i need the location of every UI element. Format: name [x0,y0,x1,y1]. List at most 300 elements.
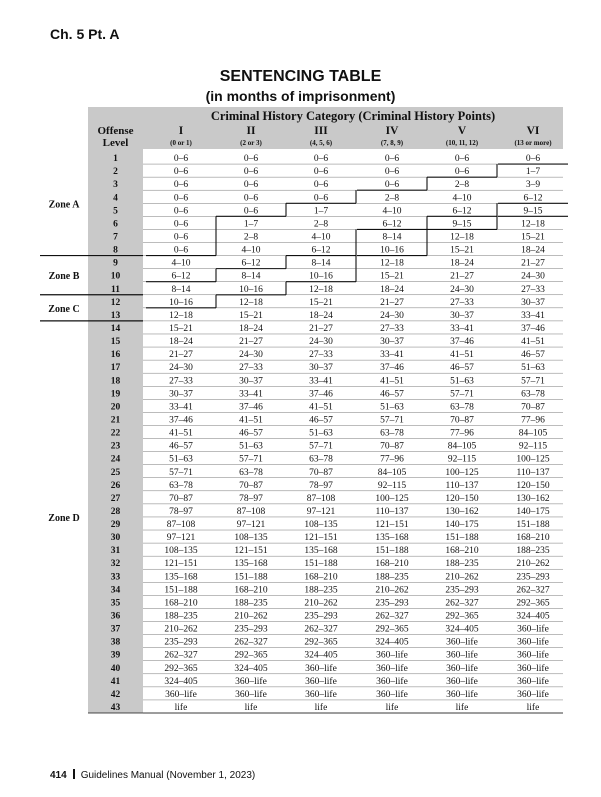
offense-level-36: 36 [110,611,121,622]
cell-37-ii: 235–293 [234,624,268,635]
column-roman-i: I [178,125,184,137]
cell-27-iii: 87–108 [306,493,336,504]
cell-39-iv: 360–life [376,650,408,661]
cell-28-i: 78–97 [169,506,193,517]
cell-29-vi: 151–188 [516,520,550,531]
cell-4-iii: 0–6 [313,193,329,204]
cell-43-v: life [455,703,469,714]
cell-17-ii: 27–33 [239,363,263,374]
offense-level-11: 11 [111,284,120,295]
cell-4-v: 4–10 [452,193,472,204]
cell-11-vi: 27–33 [521,284,545,295]
cell-9-i: 4–10 [171,258,191,269]
cell-39-v: 360–life [446,650,478,661]
cell-21-ii: 41–51 [239,415,263,426]
cell-39-ii: 292–365 [234,650,268,661]
cell-27-i: 70–87 [169,493,193,504]
cell-7-ii: 2–8 [243,232,259,243]
cell-1-v: 0–6 [454,154,470,165]
cell-25-ii: 63–78 [239,467,263,478]
cell-40-vi: 360–life [517,663,549,674]
cell-6-v: 9–15 [452,219,472,230]
offense-level-7: 7 [113,232,118,243]
cell-43-ii: life [244,703,258,714]
page-footer [50,769,255,781]
cell-1-iv: 0–6 [384,154,400,165]
cell-3-iv: 0–6 [384,180,400,191]
offense-level-41: 41 [110,676,121,687]
cell-6-iv: 6–12 [382,219,402,230]
cell-43-iii: life [314,703,328,714]
cell-43-i: life [174,703,188,714]
column-roman-ii: II [246,125,256,137]
cell-8-iv: 10–16 [380,245,404,256]
cell-39-iii: 324–405 [304,650,338,661]
cell-11-ii: 10–16 [239,284,263,295]
cell-8-ii: 4–10 [241,245,261,256]
cell-32-vi: 210–262 [516,559,550,570]
cell-39-vi: 360–life [517,650,549,661]
cell-35-vi: 292–365 [516,598,550,609]
offense-level-13: 13 [110,310,121,321]
column-roman-iii: III [314,125,328,137]
offense-level-34: 34 [110,585,121,596]
cell-17-i: 24–30 [169,363,193,374]
offense-level-1: 1 [113,154,118,165]
cell-37-vi: 360–life [517,624,549,635]
offense-level-29: 29 [110,520,121,531]
table-title: SENTENCING TABLE [219,68,382,85]
cell-21-v: 70–87 [450,415,474,426]
page-number: 414 [50,770,67,781]
cell-20-v: 63–78 [450,402,474,413]
cell-7-i: 0–6 [173,232,189,243]
offense-level-24: 24 [110,454,121,465]
cell-40-ii: 324–405 [234,663,268,674]
cell-19-vi: 63–78 [521,389,545,400]
offense-level-19: 19 [110,389,121,400]
offense-level-33: 33 [110,572,121,583]
column-points-v: (10, 11, 12) [445,139,479,147]
cell-40-i: 292–365 [164,663,198,674]
cell-20-vi: 70–87 [521,402,545,413]
offense-level-16: 16 [110,350,121,361]
cell-41-iv: 360–life [376,676,408,687]
offense-level-12: 12 [110,297,121,308]
offense-level-22: 22 [110,428,121,439]
cell-18-vi: 57–71 [521,376,545,387]
cell-11-iv: 18–24 [380,284,404,295]
column-points-iv: (7, 8, 9) [380,139,404,147]
offense-level-32: 32 [110,559,121,570]
cell-35-iii: 210–262 [304,598,338,609]
cell-31-v: 168–210 [445,546,479,557]
cell-42-vi: 360–life [517,689,549,700]
cell-3-vi: 3–9 [525,180,541,191]
cell-19-iv: 46–57 [380,389,404,400]
offense-level-14: 14 [110,323,121,334]
cell-42-v: 360–life [446,689,478,700]
cell-22-ii: 46–57 [239,428,263,439]
cell-2-iii: 0–6 [313,167,329,178]
cell-14-iv: 27–33 [380,323,404,334]
cell-1-vi: 0–6 [525,154,541,165]
cell-3-iii: 0–6 [313,180,329,191]
cell-5-i: 0–6 [173,206,189,217]
cell-3-i: 0–6 [173,180,189,191]
cell-26-i: 63–78 [169,480,193,491]
cell-17-vi: 51–63 [521,363,545,374]
cell-38-v: 360–life [446,637,478,648]
cell-31-vi: 188–235 [516,546,550,557]
cell-16-iii: 27–33 [309,350,333,361]
cell-29-i: 87–108 [166,520,196,531]
cell-42-iii: 360–life [305,689,337,700]
cell-28-iii: 97–121 [306,506,336,517]
cell-15-i: 18–24 [169,337,193,348]
cell-42-i: 360–life [165,689,197,700]
column-points-iii: (4, 5, 6) [309,139,333,147]
cell-24-ii: 57–71 [239,454,263,465]
cell-23-i: 46–57 [169,441,193,452]
cell-19-v: 57–71 [450,389,474,400]
offense-level-21: 21 [110,415,121,426]
cell-4-iv: 2–8 [384,193,400,204]
cell-36-i: 188–235 [164,611,198,622]
cell-38-iv: 324–405 [375,637,409,648]
cell-40-iii: 360–life [305,663,337,674]
cell-30-vi: 168–210 [516,533,550,544]
cell-8-iii: 6–12 [311,245,331,256]
cell-26-iv: 92–115 [377,480,407,491]
cell-27-ii: 78–97 [239,493,263,504]
cell-9-ii: 6–12 [241,258,261,269]
cell-25-v: 100–125 [445,467,479,478]
cell-40-iv: 360–life [376,663,408,674]
cell-14-ii: 18–24 [239,323,263,334]
offense-level-40: 40 [110,663,121,674]
cell-43-iv: life [385,703,399,714]
cell-24-vi: 100–125 [516,454,550,465]
offense-level-8: 8 [113,245,118,256]
zone-label-d: Zone D [48,512,80,524]
cell-43-vi: life [526,703,540,714]
cell-21-vi: 77–96 [521,415,545,426]
cell-17-v: 46–57 [450,363,474,374]
cell-42-ii: 360–life [235,689,267,700]
cell-15-v: 37–46 [450,337,474,348]
cell-21-iii: 46–57 [309,415,333,426]
cell-13-iii: 18–24 [309,310,333,321]
cell-2-iv: 0–6 [384,167,400,178]
cell-13-i: 12–18 [169,310,193,321]
offense-level-9: 9 [113,258,118,269]
offense-level-42: 42 [110,689,121,700]
cell-21-iv: 57–71 [380,415,404,426]
cell-16-iv: 33–41 [380,350,404,361]
offense-level-17: 17 [110,363,121,374]
offense-level-38: 38 [110,637,121,648]
cell-10-ii: 8–14 [241,271,261,282]
cell-34-iii: 188–235 [304,585,338,596]
cell-7-iii: 4–10 [311,232,331,243]
cell-26-iii: 78–97 [309,480,333,491]
offense-level-10: 10 [110,271,121,282]
cell-19-i: 30–37 [169,389,193,400]
chapter-label: Ch. 5 Pt. A [50,26,120,42]
cell-2-vi: 1–7 [525,167,541,178]
cell-1-i: 0–6 [173,154,189,165]
column-roman-v: V [457,125,467,137]
cell-2-v: 0–6 [454,167,470,178]
cell-23-iii: 57–71 [309,441,333,452]
cell-31-ii: 121–151 [234,546,268,557]
cell-6-vi: 12–18 [521,219,545,230]
cell-12-v: 27–33 [450,297,474,308]
cell-34-vi: 262–327 [516,585,550,596]
cell-30-iii: 121–151 [304,533,338,544]
offense-level-31: 31 [110,546,121,557]
cell-31-i: 108–135 [164,546,198,557]
cell-32-iv: 168–210 [375,559,409,570]
offense-header-line2: Level [102,137,129,149]
cell-27-vi: 130–162 [516,493,550,504]
cell-22-iv: 63–78 [380,428,404,439]
cell-15-ii: 21–27 [239,337,263,348]
cell-1-ii: 0–6 [243,154,259,165]
cell-36-vi: 324–405 [516,611,550,622]
cell-16-i: 21–27 [169,350,193,361]
cell-13-vi: 33–41 [521,310,545,321]
cell-10-i: 6–12 [171,271,191,282]
cell-37-iii: 262–327 [304,624,338,635]
cell-24-iv: 77–96 [380,454,404,465]
cell-5-v: 6–12 [452,206,472,217]
cell-30-i: 97–121 [166,533,196,544]
cell-15-vi: 41–51 [521,337,545,348]
cell-42-iv: 360–life [376,689,408,700]
cell-38-vi: 360–life [517,637,549,648]
cell-29-ii: 97–121 [236,520,266,531]
category-header: Criminal History Category (Criminal History Points) [210,109,496,123]
cell-10-iv: 15–21 [380,271,404,282]
cell-5-ii: 0–6 [243,206,259,217]
cell-17-iv: 37–46 [380,363,404,374]
cell-33-iv: 188–235 [375,572,409,583]
cell-38-ii: 262–327 [234,637,268,648]
offense-level-5: 5 [113,206,118,217]
cell-14-i: 15–21 [169,323,193,334]
cell-36-iii: 235–293 [304,611,338,622]
cell-37-iv: 292–365 [375,624,409,635]
cell-11-i: 8–14 [171,284,191,295]
cell-13-v: 30–37 [450,310,474,321]
cell-39-i: 262–327 [164,650,198,661]
cell-32-i: 121–151 [164,559,198,570]
column-roman-iv: IV [385,125,399,137]
cell-12-vi: 30–37 [521,297,545,308]
column-roman-vi: VI [526,125,540,137]
cell-23-vi: 92–115 [518,441,548,452]
cell-14-vi: 37–46 [521,323,545,334]
cell-28-v: 130–162 [445,506,479,517]
cell-15-iv: 30–37 [380,337,404,348]
cell-35-i: 168–210 [164,598,198,609]
cell-27-v: 120–150 [445,493,479,504]
cell-26-vi: 120–150 [516,480,550,491]
cell-15-iii: 24–30 [309,337,333,348]
cell-9-v: 18–24 [450,258,474,269]
cell-3-v: 2–8 [454,180,470,191]
cell-24-i: 51–63 [169,454,193,465]
cell-32-iii: 151–188 [304,559,338,570]
cell-12-ii: 12–18 [239,297,263,308]
cell-28-iv: 110–137 [375,506,409,517]
cell-28-ii: 87–108 [236,506,266,517]
cell-33-v: 210–262 [445,572,479,583]
table-subtitle: (in months of imprisonment) [205,88,396,104]
cell-25-vi: 110–137 [516,467,550,478]
cell-37-v: 324–405 [445,624,479,635]
cell-29-iii: 108–135 [304,520,338,531]
cell-30-v: 151–188 [445,533,479,544]
cell-37-i: 210–262 [164,624,198,635]
cell-41-i: 324–405 [164,676,198,687]
cell-22-v: 77–96 [450,428,474,439]
cell-41-ii: 360–life [235,676,267,687]
cell-18-iii: 33–41 [309,376,333,387]
cell-5-iii: 1–7 [313,206,329,217]
cell-13-ii: 15–21 [239,310,263,321]
offense-level-23: 23 [110,441,121,452]
cell-22-i: 41–51 [169,428,193,439]
cell-7-iv: 8–14 [382,232,402,243]
cell-4-vi: 6–12 [523,193,543,204]
zone-label-c: Zone C [48,303,80,315]
offense-level-18: 18 [110,376,121,387]
offense-level-3: 3 [113,180,118,191]
cell-9-iii: 8–14 [311,258,331,269]
zone-label-a: Zone A [48,199,80,211]
cell-12-iv: 21–27 [380,297,404,308]
cell-26-v: 110–137 [445,480,479,491]
offense-header-line1: Offense [97,125,134,137]
cell-19-iii: 37–46 [309,389,333,400]
cell-36-iv: 262–327 [375,611,409,622]
cell-32-v: 188–235 [445,559,479,570]
cell-2-i: 0–6 [173,167,189,178]
column-points-i: (0 or 1) [170,139,192,147]
offense-level-25: 25 [110,467,121,478]
cell-31-iii: 135–168 [304,546,338,557]
cell-5-vi: 9–15 [523,206,543,217]
cell-8-vi: 18–24 [521,245,545,256]
cell-20-iv: 51–63 [380,402,404,413]
offense-level-26: 26 [110,480,121,491]
cell-7-v: 12–18 [450,232,474,243]
cell-17-iii: 30–37 [309,363,333,374]
cell-11-iii: 12–18 [309,284,333,295]
cell-6-ii: 1–7 [243,219,259,230]
cell-20-i: 33–41 [169,402,193,413]
cell-16-vi: 46–57 [521,350,545,361]
cell-21-i: 37–46 [169,415,193,426]
cell-34-ii: 168–210 [234,585,268,596]
cell-30-ii: 108–135 [234,533,268,544]
cell-33-i: 135–168 [164,572,198,583]
cell-23-iv: 70–87 [380,441,404,452]
offense-level-27: 27 [110,493,121,504]
cell-36-ii: 210–262 [234,611,268,622]
cell-6-iii: 2–8 [313,219,329,230]
cell-12-iii: 15–21 [309,297,333,308]
offense-level-6: 6 [113,219,118,230]
cell-6-i: 0–6 [173,219,189,230]
offense-level-39: 39 [110,650,121,661]
cell-31-iv: 151–188 [375,546,409,557]
cell-5-iv: 4–10 [382,206,402,217]
zone-label-b: Zone B [48,271,80,283]
cell-1-iii: 0–6 [313,154,329,165]
cell-19-ii: 33–41 [239,389,263,400]
cell-35-iv: 235–293 [375,598,409,609]
cell-38-iii: 292–365 [304,637,338,648]
offense-level-35: 35 [110,598,121,609]
cell-9-vi: 21–27 [521,258,545,269]
cell-10-v: 21–27 [450,271,474,282]
cell-34-iv: 210–262 [375,585,409,596]
cell-18-iv: 41–51 [380,376,404,387]
cell-30-iv: 135–168 [375,533,409,544]
cell-20-iii: 41–51 [309,402,333,413]
cell-20-ii: 37–46 [239,402,263,413]
cell-13-iv: 24–30 [380,310,404,321]
cell-33-vi: 235–293 [516,572,550,583]
offense-level-4: 4 [113,193,118,204]
offense-level-43: 43 [110,703,121,714]
cell-27-iv: 100–125 [375,493,409,504]
cell-11-v: 24–30 [450,284,474,295]
cell-16-ii: 24–30 [239,350,263,361]
cell-16-v: 41–51 [450,350,474,361]
cell-14-iii: 21–27 [309,323,333,334]
cell-41-iii: 360–life [305,676,337,687]
offense-level-20: 20 [110,402,121,413]
cell-35-v: 262–327 [445,598,479,609]
cell-14-v: 33–41 [450,323,474,334]
offense-level-30: 30 [110,533,121,544]
cell-7-vi: 15–21 [521,232,545,243]
cell-23-v: 84–105 [447,441,477,452]
cell-18-i: 27–33 [169,376,193,387]
footer-divider [73,769,75,779]
cell-29-iv: 121–151 [375,520,409,531]
cell-18-ii: 30–37 [239,376,263,387]
cell-12-i: 10–16 [169,297,193,308]
cell-8-i: 0–6 [173,245,189,256]
cell-35-ii: 188–235 [234,598,268,609]
cell-33-ii: 151–188 [234,572,268,583]
column-points-vi: (13 or more) [514,139,552,147]
cell-2-ii: 0–6 [243,167,259,178]
cell-24-v: 92–115 [447,454,477,465]
cell-33-iii: 168–210 [304,572,338,583]
cell-10-vi: 24–30 [521,271,545,282]
cell-40-v: 360–life [446,663,478,674]
cell-8-v: 15–21 [450,245,474,256]
cell-22-iii: 51–63 [309,428,333,439]
cell-26-ii: 70–87 [239,480,263,491]
